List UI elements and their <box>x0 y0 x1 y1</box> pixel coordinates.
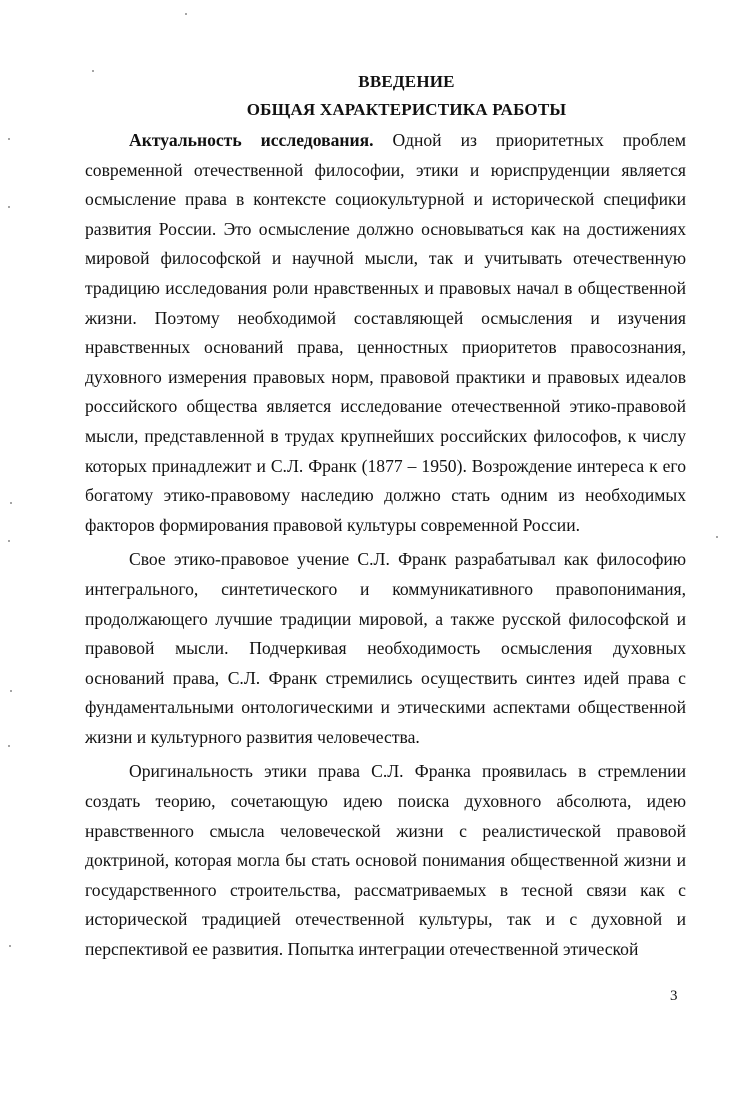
page-number: 3 <box>670 988 678 1004</box>
scan-speck <box>185 13 187 15</box>
page-subheading: ОБЩАЯ ХАРАКТЕРИСТИКА РАБОТЫ <box>246 100 567 119</box>
paragraph-1 <box>85 126 686 540</box>
scan-speck <box>8 206 10 208</box>
paragraph-3 <box>85 757 686 964</box>
scan-speck <box>10 502 12 504</box>
page-heading: ВВЕДЕНИЕ <box>358 72 455 91</box>
paragraph-text: Одной из приоритетных проблем современной отечественной философии, этики и юриспруденции является осмысление права в контексте социокультурной и исторической специфики развития России. Это осмысление должно основываться как на достижениях мировой философской и научной мысли, так и учитывать отечественную традицию исследования роли нравственных и правовых начал в общественной жизни. Поэтому необходимой составляющей осмысления и изучения нравственных оснований права, ценностных приоритетов правосознания, духовного измерения правовых норм, правовой практики и правовых идеалов российского общества является исследование отечественной этико-правовой мысли, представленной в трудах крупнейших российских философов, к числу которых принадлежит и С.Л. Франк (1877 – 1950). Возрождение интереса к его богатому этико-правовому наследию должно стать одним из необходимых факторов формирования правовой культуры современной России. <box>85 130 686 535</box>
scan-speck <box>8 745 10 747</box>
scan-speck <box>10 690 12 692</box>
paragraph-2 <box>85 545 686 752</box>
paragraph-text: Оригинальность этики права С.Л. Франка проявилась в стремлении создать теорию, сочетающую идею поиска духовного абсолюта, идею нравственного смысла человеческой жизни с реалистической правовой доктриной, которая могла бы стать основой понимания общественной жизни и государственного строительства, рассматриваемых в тесной связи как с исторической традицией отечественной культуры, так и с духовной и перспективой ее развития. Попытка интеграции отечественной этической <box>85 761 686 960</box>
paragraph-lead: Актуальность исследования. <box>129 130 374 150</box>
scan-speck <box>92 70 94 72</box>
body-text <box>85 126 686 965</box>
scan-speck <box>9 945 11 947</box>
scan-speck <box>716 536 718 538</box>
scan-speck <box>8 138 10 140</box>
scan-speck <box>8 540 10 542</box>
paragraph-text: Свое этико-правовое учение С.Л. Франк разрабатывал как философию интегрального, синтетического и коммуникативного правопонимания, продолжающего лучшие традиции мировой, а также русской философской и правовой мысли. Подчеркивая необходимость осмысления духовных оснований права, С.Л. Франк стремились осуществить синтез идей права с фундаментальными онтологическими и этическими аспектами общественной жизни и культурного развития человечества. <box>85 549 686 747</box>
